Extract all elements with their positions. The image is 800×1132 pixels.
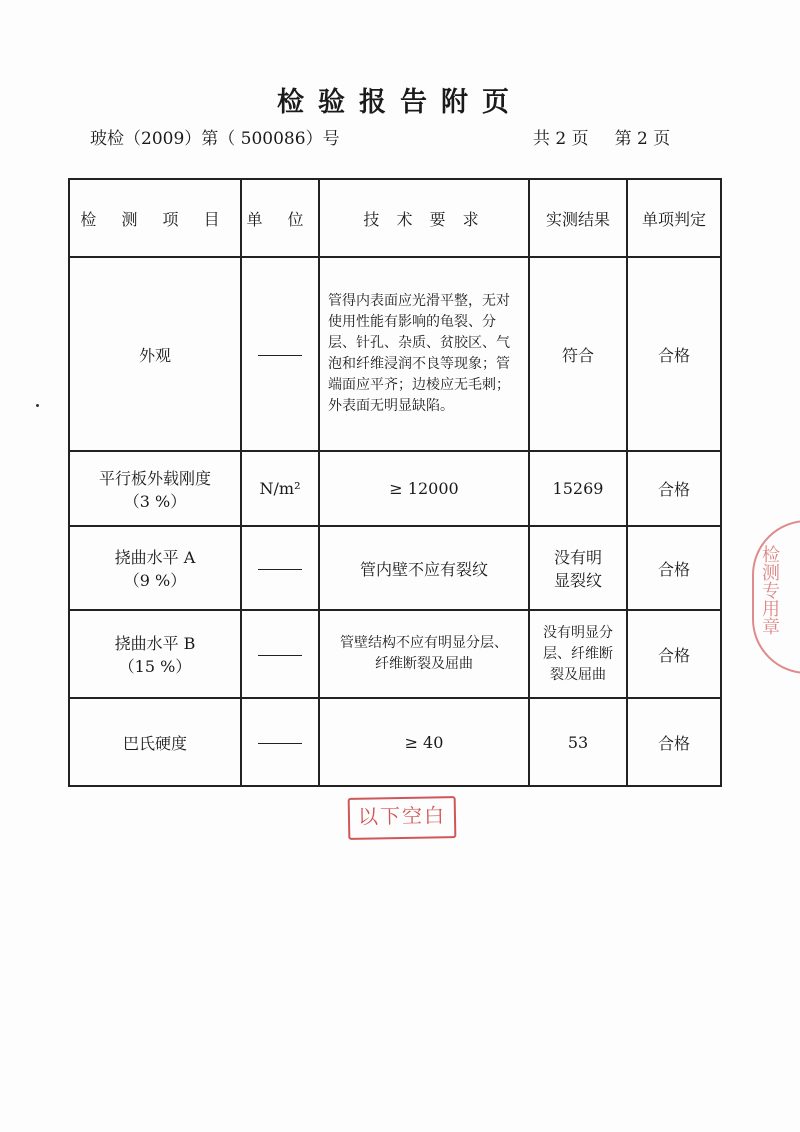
requirement-cell: 管得内表面应光滑平整，无对使用性能有影响的龟裂、分层、针孔、杂质、贫胶区、气泡和纤维浸润不良等现象；管端面应平齐；边棱应无毛刺；外表面无明显缺陷。 [319, 257, 529, 451]
requirement-line: 纤维断裂及屈曲 [375, 656, 473, 672]
result-line: 裂及屈曲 [550, 666, 606, 683]
item-line: （15 %） [118, 657, 192, 676]
item-line: 平行板外载刚度 [98, 468, 211, 488]
header-unit: 单 位 [241, 179, 319, 257]
item-cell: 巴氏硬度 [69, 698, 241, 786]
result-line: 没有明显分 [543, 624, 613, 641]
item-line: 挠曲水平 A [114, 548, 196, 567]
requirement-cell: 管内壁不应有裂纹 [319, 526, 529, 610]
table-row [69, 610, 721, 698]
inspection-table [68, 178, 722, 787]
judgement-cell: 合格 [627, 610, 721, 698]
item-line: （9 %） [123, 571, 187, 590]
header-judgement: 单项判定 [627, 179, 721, 257]
item-line: 挠曲水平 B [114, 634, 196, 653]
judgement-cell: 合格 [627, 257, 721, 451]
total-pages: 共 2 页 [533, 129, 589, 149]
current-page: 第 2 页 [614, 129, 671, 149]
item-cell [69, 526, 241, 610]
judgement-cell: 合格 [627, 698, 721, 786]
result-line: 没有明 [553, 548, 602, 567]
dash-mark [258, 655, 302, 656]
header-item: 检 测 项 目 [69, 179, 241, 257]
table-row [69, 698, 721, 786]
item-cell [69, 451, 241, 526]
seal-text: 检测专用章 [759, 545, 780, 635]
judgement-cell: 合格 [627, 451, 721, 526]
item-cell: 外观 [69, 257, 241, 451]
item-cell [69, 610, 241, 698]
table-header-row [69, 179, 721, 257]
table-row [69, 451, 721, 526]
unit-cell [241, 698, 319, 786]
table-row [69, 526, 721, 610]
requirement-line: 管壁结构不应有明显分层、 [340, 635, 508, 651]
blank-below-stamp: 以下空白 [348, 796, 457, 840]
result-cell [529, 526, 627, 610]
result-cell: 符合 [529, 257, 627, 451]
report-number: 玻检（2009）第（ 500086）号 [90, 129, 340, 149]
unit-cell [241, 610, 319, 698]
unit-cell: N/m² [241, 451, 319, 526]
dash-mark [258, 569, 302, 570]
result-cell: 15269 [529, 451, 627, 526]
dash-mark [258, 355, 302, 356]
header-requirement: 技 术 要 求 [319, 179, 529, 257]
page-title: 检验报告附页 [277, 87, 523, 118]
unit-cell [241, 257, 319, 451]
header-result: 实测结果 [529, 179, 627, 257]
scan-mark [36, 404, 39, 407]
result-line: 层、纤维断 [543, 645, 613, 662]
judgement-cell: 合格 [627, 526, 721, 610]
page-indicator [533, 124, 670, 149]
requirement-cell: ≥ 12000 [319, 451, 529, 526]
item-line: （3 %） [123, 491, 187, 511]
result-line: 显裂纹 [553, 571, 602, 590]
dash-mark [258, 743, 302, 744]
result-cell [529, 610, 627, 698]
result-cell: 53 [529, 698, 627, 786]
unit-cell [241, 526, 319, 610]
table-row [69, 257, 721, 451]
requirement-cell: ≥ 40 [319, 698, 529, 786]
requirement-cell [319, 610, 529, 698]
